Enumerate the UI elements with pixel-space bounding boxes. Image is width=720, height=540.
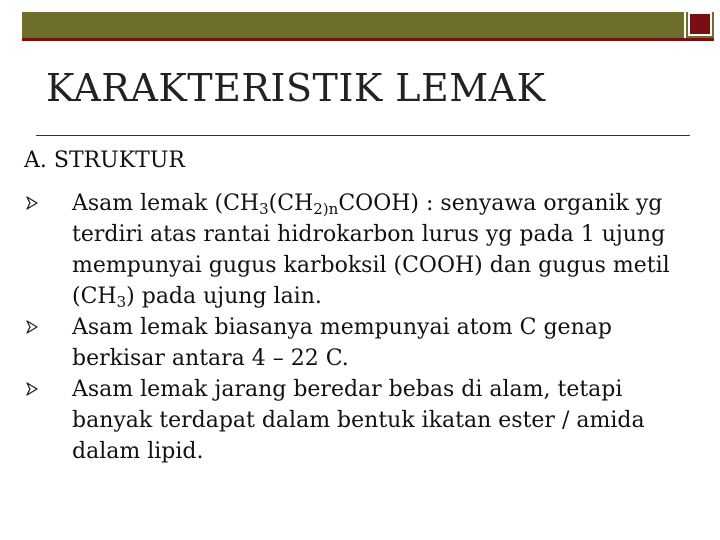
subscript: 3 <box>116 293 127 311</box>
subscript: 2)n <box>313 200 339 218</box>
bullet-item <box>24 188 704 312</box>
bullet-item <box>24 374 704 467</box>
bullet-list <box>24 188 704 467</box>
arrow-bullet-icon <box>24 319 40 335</box>
bullet-text: Asam lemak jarang beredar bebas di alam, tetapi banyak terdapat dalam bentuk ikatan ester / amida dalam lipid. <box>72 377 645 464</box>
bullet-item <box>24 312 704 374</box>
header-bar-segment <box>22 12 686 38</box>
bullet-text: Asam lemak biasanya mempunyai atom C genap berkisar antara 4 – 22 C. <box>72 315 612 371</box>
header-bar <box>22 12 714 41</box>
corner-square <box>688 12 712 36</box>
subscript: 3 <box>259 200 269 218</box>
arrow-bullet-icon <box>24 195 40 211</box>
title-divider <box>36 135 690 136</box>
slide-title: KARAKTERISTIK LEMAK <box>46 66 546 110</box>
section-heading: A. STRUKTUR <box>24 148 185 173</box>
bullet-text: Asam lemak ($CH_3(CH_{2)n}COOH)$ : senyawa organik yg terdiri atas rantai hidrokarbon lurus yg pada 1 ujung mempunyai gugus karboksil (COOH) dan gugus metil $(CH_3)$ pada ujung lain. <box>72 191 670 311</box>
arrow-bullet-icon <box>24 381 40 397</box>
